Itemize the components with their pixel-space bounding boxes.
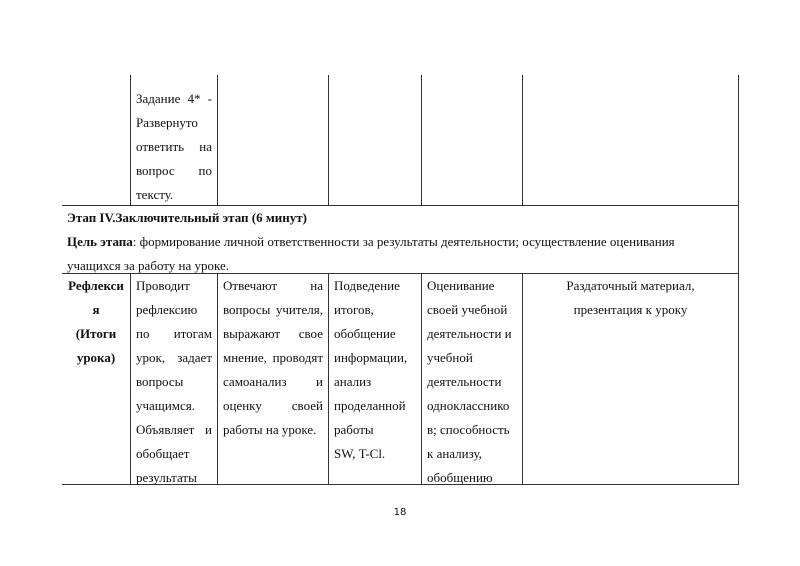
text-line: обобщение — [334, 326, 396, 341]
text-line: выражают свое — [223, 326, 323, 341]
page-number: 18 — [393, 507, 407, 518]
text-line: (Итоги — [75, 326, 117, 341]
text-line: обобщает — [136, 446, 190, 461]
text-line: по итогам — [136, 326, 212, 341]
text-line: однокласснико — [427, 398, 510, 413]
text-line: Рефлекси — [68, 278, 124, 293]
text-line: самоанализ и — [223, 374, 323, 389]
text-line: мнение, проводят — [223, 350, 323, 365]
text-line: информации, — [334, 350, 408, 365]
stage-header-cell — [62, 205, 738, 273]
text-line: работы на уроке. — [223, 422, 317, 437]
text-line: результаты — [136, 470, 197, 485]
text-line: деятельности и — [427, 326, 512, 341]
text-line: Проводит — [136, 278, 190, 293]
text-line: итогов, — [334, 302, 374, 317]
text-line: в; способность — [427, 422, 510, 437]
stage-title: Этап IV.Заключительный этап (6 минут) — [67, 210, 307, 225]
stage-goal — [67, 230, 733, 254]
text-line: Задание 4* - — [136, 91, 212, 106]
text-line: урок, задает — [136, 350, 212, 365]
text-line: вопросы — [136, 374, 184, 389]
table-cell — [421, 75, 522, 205]
text-line: я — [92, 302, 100, 317]
text-line: к анализу, — [427, 446, 482, 461]
text-line: тексту. — [136, 187, 174, 202]
text-line: оценку своей — [223, 398, 323, 413]
text-line: учебной — [427, 350, 473, 365]
table-cell-results — [421, 273, 522, 484]
goal-text: : формирование личной ответственности за результаты деятельности; осуществление оценивания — [132, 234, 675, 249]
text-line: вопрос по — [136, 163, 212, 178]
text-line: Раздаточный материал, — [566, 278, 695, 293]
stage-goal-cont: учащихся за работу на уроке. — [67, 258, 230, 273]
text-line: урока) — [76, 350, 116, 365]
text-line: работы — [334, 422, 374, 437]
table-cell-methods — [328, 273, 421, 484]
table-cell — [522, 75, 738, 205]
text-line: Отвечают на — [223, 278, 323, 293]
text-line: Развернуто — [136, 115, 198, 130]
text-line: Оценивание — [427, 278, 495, 293]
text-line: обобщению — [427, 470, 493, 485]
table-cell — [62, 75, 130, 205]
lesson-table — [62, 75, 739, 485]
table-cell-students — [217, 273, 328, 484]
text-line: своей учебной — [427, 302, 508, 317]
text-line: презентация к уроку — [573, 302, 688, 317]
text-line: проделанной — [334, 398, 406, 413]
text-line: Подведение — [334, 278, 400, 293]
text-line: вопросы учителя, — [223, 302, 323, 317]
table-cell-task — [130, 75, 217, 205]
text-line: Объявляет и — [136, 422, 212, 437]
text-line: рефлексию — [136, 302, 198, 317]
goal-label: Цель этапа — [67, 234, 133, 249]
text-line: деятельности — [427, 374, 502, 389]
text-line: ответить на — [136, 139, 212, 154]
table-cell-resources — [522, 273, 738, 484]
text-line: учащимся. — [136, 398, 196, 413]
text-line: анализ — [334, 374, 372, 389]
table-cell-stage-name — [62, 273, 130, 484]
table-cell — [328, 75, 421, 205]
table-cell — [217, 75, 328, 205]
text-line: SW, T-Cl. — [334, 446, 386, 461]
table-cell-teacher — [130, 273, 217, 484]
